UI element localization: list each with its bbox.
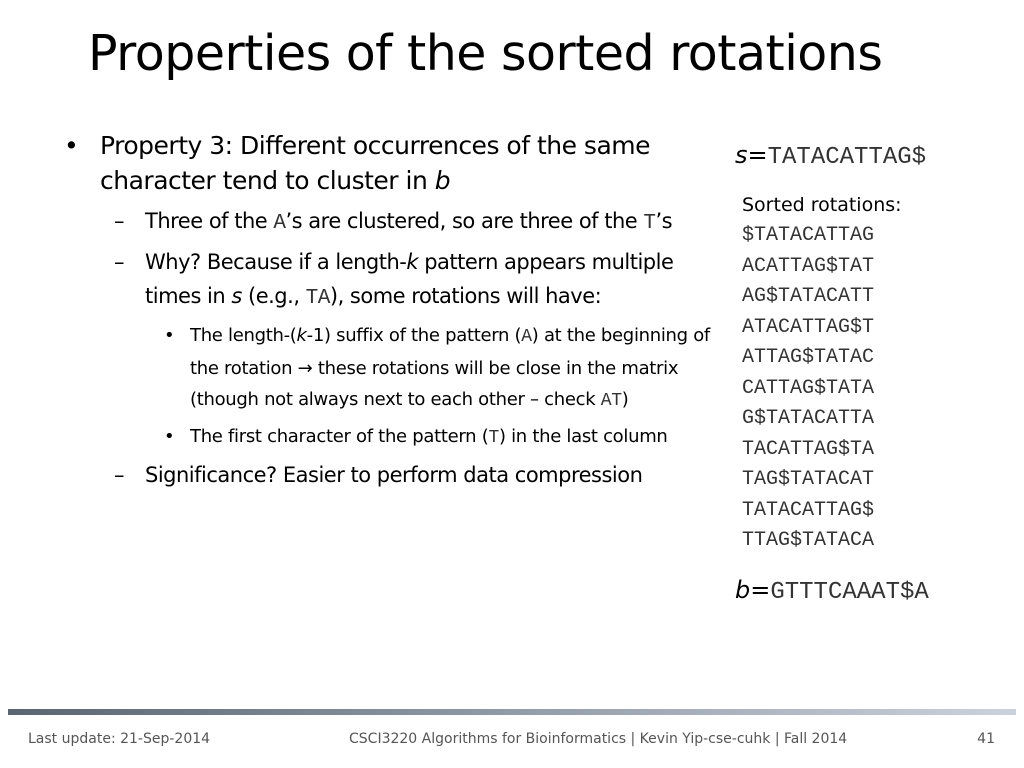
page-number: 41 bbox=[977, 731, 995, 747]
rotation-row: TTAG$TATACA bbox=[742, 529, 875, 552]
sub-sub-bullet-text: ) bbox=[621, 389, 629, 410]
code-t: T bbox=[488, 428, 499, 448]
bullet-list bbox=[60, 128, 710, 496]
code-a: A bbox=[273, 212, 286, 235]
sub-bullet-text: Three of the bbox=[145, 209, 274, 233]
code-ta: TA bbox=[305, 287, 330, 310]
b-label: b bbox=[735, 575, 751, 604]
footer-divider bbox=[8, 709, 1016, 715]
code-t: T bbox=[643, 212, 656, 235]
sub-bullet-text: Significance? Easier to perform data compression bbox=[145, 463, 643, 487]
rotation-row: TAG$TATACAT bbox=[742, 468, 875, 491]
equals-sign: = bbox=[750, 575, 771, 604]
rotation-row: TACATTAG$TA bbox=[742, 437, 875, 461]
right-arrow-icon: → bbox=[297, 358, 313, 379]
sub-bullet-text: ), some rotations will have: bbox=[329, 284, 602, 308]
bullet-dot: • bbox=[164, 426, 175, 447]
sub-bullet-text: pattern appears multiple times in bbox=[145, 250, 674, 308]
s-definition bbox=[735, 138, 1020, 175]
dash-bullet: – bbox=[114, 463, 124, 487]
footer-course-info: CSCI3220 Algorithms for Bioinformatics | Kevin Yip-cse-cuhk | Fall 2014 bbox=[349, 731, 848, 747]
rotation-row: ACATTAG$TAT bbox=[742, 254, 875, 278]
rotation-row: $TATACATTAG bbox=[742, 224, 875, 247]
sub-bullet-why bbox=[60, 245, 710, 316]
sub-bullet-text: ’s bbox=[655, 209, 673, 233]
rotation-row: CATTAG$TATA bbox=[742, 376, 875, 400]
italic-k: k bbox=[296, 325, 307, 346]
bullet-dot: • bbox=[164, 325, 175, 346]
sub-bullet-clustered bbox=[60, 204, 710, 241]
footer-last-update: Last update: 21-Sep-2014 bbox=[28, 731, 211, 747]
sub-bullet-significance bbox=[60, 458, 710, 492]
rotation-row: ATACATTAG$T bbox=[742, 315, 875, 339]
sub-sub-bullet-text: -1) suffix of the pattern ( bbox=[306, 325, 522, 346]
rotations-panel bbox=[735, 138, 1020, 610]
b-definition bbox=[735, 573, 1020, 610]
sub-sub-bullet-text: ) in the last column bbox=[498, 426, 668, 447]
equals-sign: = bbox=[747, 141, 768, 169]
sub-sub-bullet-text: these rotations will be close in the matrix (though not always next to each other – check bbox=[190, 358, 679, 410]
rotation-row: G$TATACATTA bbox=[742, 407, 875, 430]
slide-title: Properties of the sorted rotations bbox=[88, 25, 883, 82]
sub-sub-bullet-text: The first character of the pattern ( bbox=[190, 426, 489, 447]
bullet-property-3 bbox=[60, 128, 710, 198]
rotation-row: ATTAG$TATAC bbox=[742, 346, 875, 369]
italic-s: s bbox=[231, 284, 242, 308]
bullet-dot: • bbox=[64, 131, 79, 160]
sub-bullet-text: ’s are clustered, so are three of the bbox=[285, 209, 644, 233]
rotation-row: TATACATTAG$ bbox=[742, 498, 875, 522]
sorted-rotations bbox=[742, 191, 1020, 557]
code-at: AT bbox=[600, 391, 622, 411]
sub-sub-bullet-text: ) at the beginning of the rotation bbox=[190, 325, 710, 379]
s-label: s bbox=[735, 141, 748, 169]
b-value: GTTTCAAAT$A bbox=[770, 578, 929, 606]
bullet-text: Property 3: Different occurrences of the same character tend to cluster in bbox=[100, 131, 651, 195]
sub-sub-bullet-suffix bbox=[60, 320, 710, 417]
sub-sub-bullet-text: The length-( bbox=[190, 325, 297, 346]
dash-bullet: – bbox=[114, 209, 124, 233]
sorted-rotations-label: Sorted rotations: bbox=[742, 194, 902, 216]
s-value: TATACATTAG$ bbox=[767, 144, 927, 171]
italic-k: k bbox=[406, 250, 419, 274]
rotation-row: AG$TATACATT bbox=[742, 285, 875, 308]
code-a: A bbox=[521, 327, 532, 347]
bullet-italic-b: b bbox=[434, 166, 451, 195]
dash-bullet: – bbox=[114, 250, 124, 274]
sub-sub-bullet-first-char bbox=[60, 421, 710, 454]
sub-bullet-text: (e.g., bbox=[241, 284, 306, 308]
sub-bullet-text: Why? Because if a length- bbox=[145, 250, 407, 274]
